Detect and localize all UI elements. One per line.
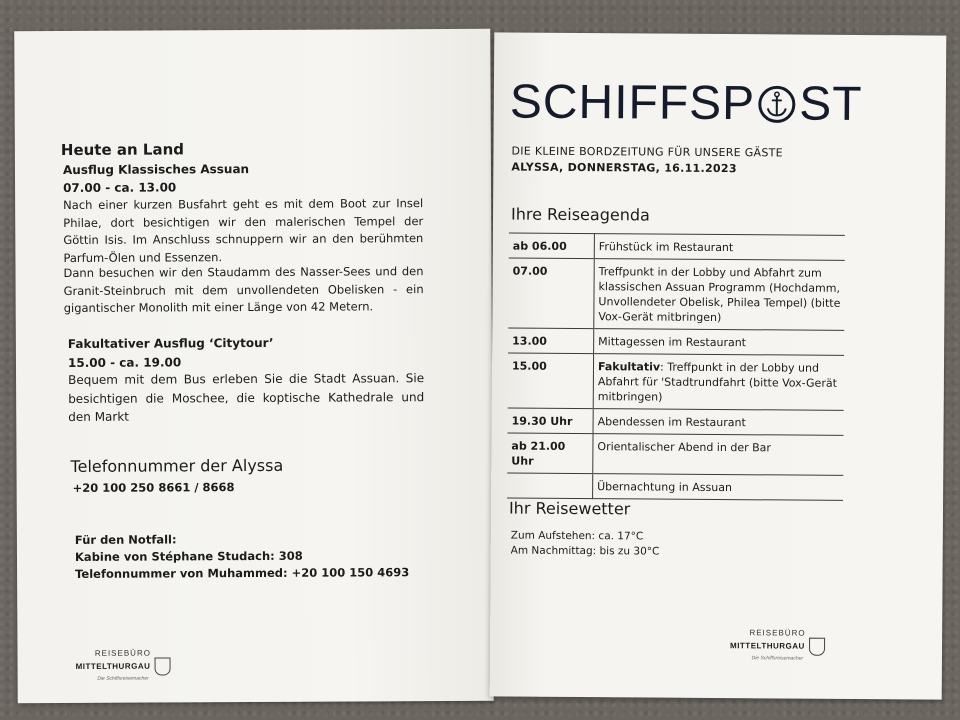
table-row [508,258,844,330]
excursion1-paragraph1: Nach einer kurzen Busfahrt geht es mit dem Boot zur Insel Philae, dort besichtigen wir den malerischen Tempel der Göttin Isis. Im Anschluss schnuppern wir an den berühmten Parfum-Ölen und Essenzen. [63,196,424,265]
agenda-time [507,473,593,499]
agenda-time: 15.00 [508,353,594,409]
dateline: ALYSSA, DONNERSTAG, 16.11.2023 [511,160,737,176]
table-row [508,408,844,435]
excursion2-title: Fakultativer Ausflug ‘Citytour’ [67,335,274,351]
thurgau-crest-icon [154,657,170,675]
emergency-title: Für den Notfall: [74,532,177,547]
logo-main-text: MITTELTHURGAU [730,637,825,656]
agenda-text: Orientalischer Abend in der Bar [593,434,844,476]
agenda-text: Übernachtung in Assuan [593,474,844,501]
phone-heading: Telefonnummer der Alyssa [70,455,284,476]
excursion1-title: Ausflug Klassisches Assuan [62,162,250,177]
table-row [507,473,843,500]
agenda-text: Treffpunkt in der Lobby und Abfahrt zum klassischen Assuan Programm (Hochdamm, Unvollendeter Obelisk, Philea Tempel) (bitte Vox-Gerät mitbringen) [594,259,845,331]
agenda-time: ab 21.00 Uhr [507,433,593,474]
excursion1-paragraph2: Dann besuchen wir den Staudamm des Nasser-Sees und den Granit-Steinbruch mit dem unvollendeten Obelisken - ein gigantischer Monolith mit einer Länge von 42 Metern. [63,264,424,315]
emergency-cabin: Kabine von Stéphane Studach: 308 [74,548,303,564]
logo-small-text: Die Schiffsreisemacher [97,675,149,682]
emergency-phone: Telefonnummer von Muhammed: +20 100 150 4693 [75,565,410,581]
excursion1-time: 07.00 - ca. 13.00 [63,180,177,195]
agenda-text [593,354,844,411]
phone-number: +20 100 250 8661 / 8668 [72,480,235,495]
logo-top-text: REISEBÜRO [749,628,806,638]
agenda-bold-prefix: Fakultativ [597,360,661,374]
table-row [508,328,844,355]
agenda-text-rest: : Treffpunkt in der Lobby und Abfahrt für 'Stadtrundfahrt (bitte Vox-Gerät mitbringen) [597,360,837,404]
table-row [507,433,843,475]
table-row [509,233,845,260]
newsletter-title [510,75,863,132]
logo-top-text: REISEBÜRO [94,648,151,658]
tagline: DIE KLEINE BORDZEITUNG FÜR UNSERE GÄSTE [511,144,784,160]
agenda-heading: Ihre Reiseagenda [510,204,650,225]
weather-heading: Ihr Reisewetter [508,498,631,519]
logo-main-text: MITTELTHURGAU [76,657,171,675]
agenda-time: 07.00 [508,258,594,329]
excursion2-time: 15.00 - ca. 19.00 [67,355,182,370]
agenda-text: Mittagessen im Restaurant [594,329,845,356]
right-page [490,32,947,699]
agency-logo-right [730,628,825,662]
title-text-end: ST [799,77,863,132]
agenda-time: 13.00 [508,328,594,354]
agenda-time: 19.30 Uhr [508,408,594,434]
agenda-table [507,233,845,501]
agenda-text: Frühstück im Restaurant [594,234,845,261]
weather-morning: Zum Aufstehen: ca. 17°C [510,529,644,543]
agency-logo-left [75,648,170,681]
title-text-start: SCHIFFSP [509,75,756,131]
agenda-text: Abendessen im Restaurant [593,409,844,436]
excursion2-paragraph: Bequem mit dem Bus erleben Sie die Stadt Assuan. Sie besichtigen die Moschee, die koptische Kathedrale und den Markt [68,371,425,424]
left-page [14,29,494,703]
thurgau-crest-icon [809,638,825,656]
shore-heading: Heute an Land [60,140,185,160]
agenda-time: ab 06.00 [509,233,595,259]
weather-afternoon: Am Nachmittag: bis zu 30°C [510,544,660,558]
anchor-icon [757,82,797,126]
logo-small-text: Die Schiffsreisemacher [751,655,804,662]
table-row [508,353,844,410]
